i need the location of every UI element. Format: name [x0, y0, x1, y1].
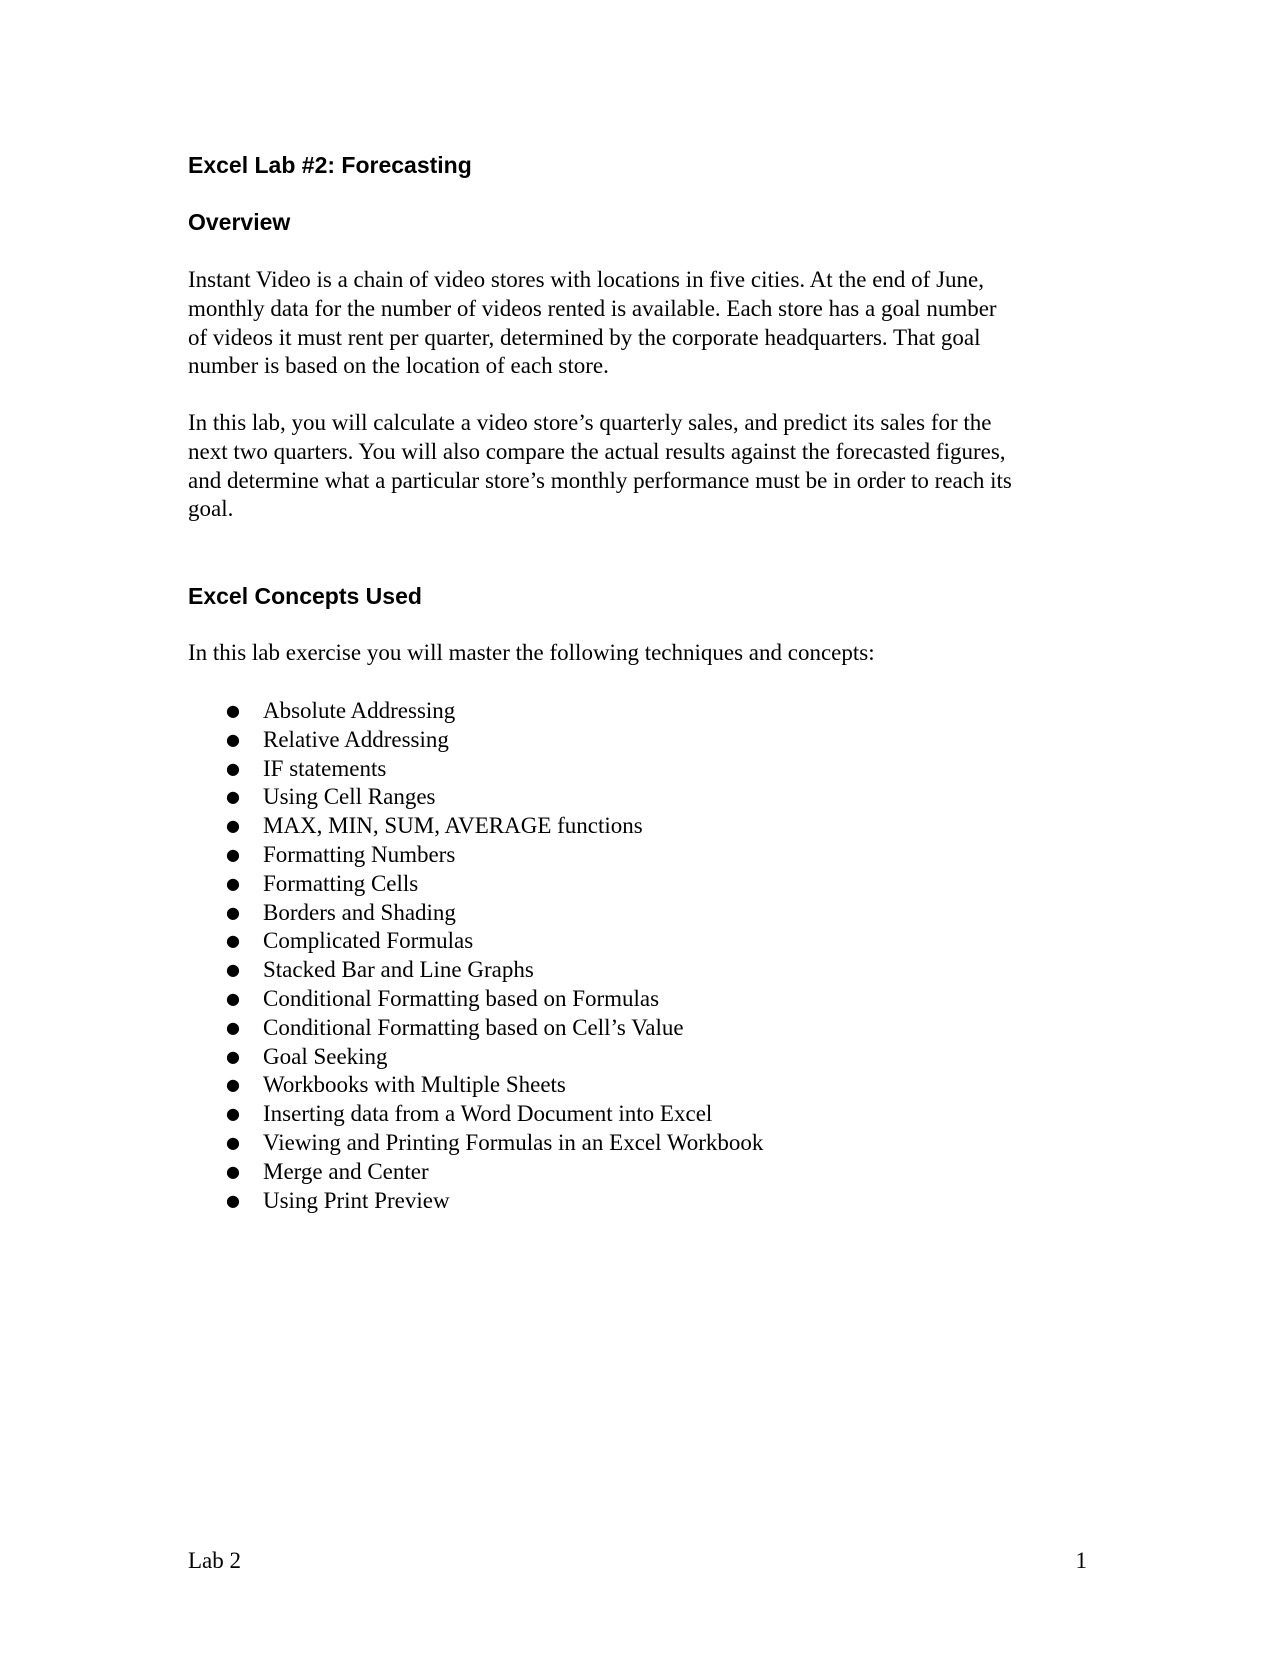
list-item [188, 783, 763, 812]
bullet-icon: ● [226, 729, 240, 749]
bullet-icon: ● [226, 1104, 240, 1124]
list-item [188, 812, 763, 841]
list-item [188, 1129, 763, 1158]
bullet-icon: ● [226, 844, 240, 864]
list-item-text: Using Cell Ranges [263, 784, 436, 810]
bullet-icon: ● [226, 1017, 240, 1037]
bullet-icon: ● [226, 1046, 240, 1066]
paragraph-line: of videos it must rent per quarter, determined by the corporate headquarters. That goal [188, 324, 981, 350]
bullet-icon: ● [226, 873, 240, 893]
list-item-text: Viewing and Printing Formulas in an Excel Workbook [263, 1129, 764, 1155]
list-item-text: IF statements [263, 755, 387, 781]
bullet-icon: ● [226, 758, 240, 778]
list-item-text: Inserting data from a Word Document into Excel [263, 1101, 713, 1127]
bullet-icon: ● [226, 787, 240, 807]
list-item-text: MAX, MIN, SUM, AVERAGE functions [263, 813, 643, 839]
list-item-text: Absolute Addressing [263, 698, 456, 723]
bullet-icon: ● [226, 816, 240, 836]
list-item [188, 899, 763, 928]
bullet-icon: ● [226, 701, 240, 720]
list-item-text: Using Print Preview [263, 1187, 450, 1213]
page-number: 1 [1075, 1548, 1087, 1573]
paragraph-line: next two quarters. You will also compare the actual results against the forecasted figures, [188, 438, 1006, 464]
overview-heading: Overview [188, 209, 291, 235]
bullet-icon: ● [226, 988, 240, 1008]
concepts-list [188, 697, 763, 1215]
overview-paragraph-1 [188, 266, 1088, 381]
paragraph-line: goal. [188, 496, 234, 522]
bullet-icon: ● [226, 1190, 240, 1210]
list-item [188, 841, 763, 870]
bullet-icon: ● [226, 1132, 240, 1152]
list-item [188, 927, 763, 956]
list-item [188, 1187, 763, 1216]
paragraph-line: monthly data for the number of videos rented is available. Each store has a goal number [188, 295, 997, 321]
list-item-text: Formatting Numbers [263, 841, 456, 867]
footer-label: Lab 2 [188, 1548, 242, 1573]
concepts-intro: In this lab exercise you will master the following techniques and concepts: [188, 640, 875, 665]
bullet-icon: ● [226, 902, 240, 922]
paragraph-line: Instant Video is a chain of video stores with locations in five cities. At the end of June, [188, 267, 985, 292]
list-item-text: Complicated Formulas [263, 928, 474, 954]
list-item-text: Stacked Bar and Line Graphs [263, 957, 534, 983]
list-item [188, 956, 763, 985]
concepts-heading: Excel Concepts Used [188, 583, 422, 609]
list-item [188, 1100, 763, 1129]
document-title: Excel Lab #2: Forecasting [188, 152, 472, 178]
list-item-text: Goal Seeking [263, 1043, 388, 1069]
bullet-icon: ● [226, 960, 240, 980]
list-item-text: Conditional Formatting based on Formulas [263, 985, 660, 1011]
list-item [188, 985, 763, 1014]
list-item [188, 697, 763, 726]
list-item-text: Conditional Formatting based on Cell’s Value [263, 1014, 684, 1040]
bullet-icon: ● [226, 1161, 240, 1181]
list-item [188, 1158, 763, 1187]
overview-paragraph-2 [188, 409, 1088, 524]
list-item [188, 726, 763, 755]
list-item [188, 755, 763, 784]
list-item-text: Relative Addressing [263, 726, 449, 752]
paragraph-line: In this lab, you will calculate a video store’s quarterly sales, and predict its sales for the [188, 410, 992, 435]
paragraph-line: and determine what a particular store’s monthly performance must be in order to reach its [188, 467, 1012, 493]
list-item [188, 870, 763, 899]
list-item-text: Workbooks with Multiple Sheets [263, 1072, 566, 1098]
list-item-text: Formatting Cells [263, 870, 419, 896]
list-item-text: Borders and Shading [263, 899, 456, 925]
list-item [188, 1043, 763, 1072]
list-item-text: Merge and Center [263, 1158, 429, 1184]
list-item [188, 1014, 763, 1043]
bullet-icon: ● [226, 1075, 240, 1095]
paragraph-line: number is based on the location of each store. [188, 353, 609, 379]
bullet-icon: ● [226, 931, 240, 951]
list-item [188, 1071, 763, 1100]
